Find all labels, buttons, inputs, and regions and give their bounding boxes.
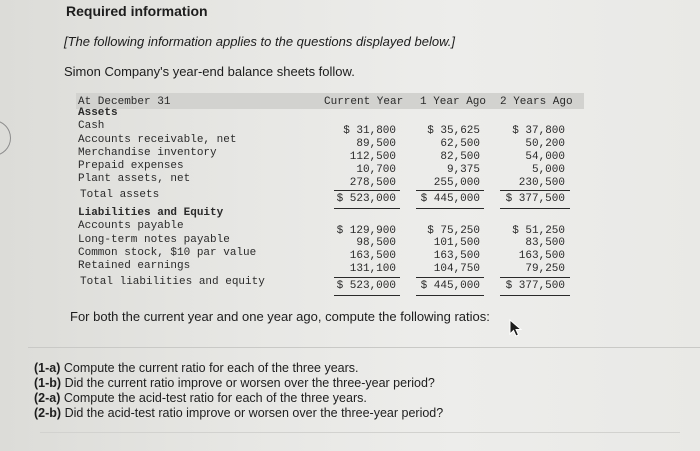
column-header-1-year: 1 Year Ago (420, 96, 487, 108)
column-header-2-years: 2 Years Ago (500, 96, 573, 108)
cell-value: $ 75,250 (427, 225, 480, 237)
row-label: Retained earnings (78, 260, 191, 272)
total-rule (416, 295, 484, 296)
cell-value: 54,000 (525, 151, 565, 163)
subtotal-rule (500, 277, 570, 278)
row-label: Common stock, $10 par value (78, 247, 257, 259)
row-label: Plant assets, net (78, 173, 191, 185)
cell-value: 112,500 (349, 151, 396, 163)
liabilities-heading: Liabilities and Equity (78, 207, 224, 219)
question-text: For both the current year and one year ago, compute the following ratios: (70, 309, 490, 324)
cell-value: 89,500 (356, 138, 396, 150)
total-assets-value: $ 445,000 (420, 193, 480, 205)
subtotal-rule (500, 190, 570, 191)
total-rule (500, 208, 570, 209)
subtotal-rule (416, 277, 484, 278)
intro-note: [The following information applies to the questions displayed below.] (64, 34, 455, 49)
cell-value: 10,700 (356, 164, 396, 176)
total-liabilities-value: $ 523,000 (336, 280, 396, 292)
total-rule (334, 295, 400, 296)
task-code: (1-a) (34, 361, 61, 375)
task-code: (1-b) (34, 376, 62, 390)
task-item (34, 361, 359, 375)
cell-value: $ 31,800 (343, 125, 396, 137)
cell-value: 278,500 (349, 177, 396, 189)
total-liabilities-label: Total liabilities and equity (80, 276, 265, 288)
cell-value: $ 35,625 (427, 125, 480, 137)
row-label: Merchandise inventory (78, 147, 217, 159)
bottom-divider (40, 432, 680, 433)
subtotal-rule (416, 190, 484, 191)
task-item (34, 376, 435, 390)
subtotal-rule (334, 277, 400, 278)
cell-value: 62,500 (440, 138, 480, 150)
balance-sheet-table (74, 90, 584, 298)
cell-value: 230,500 (518, 177, 565, 189)
cell-value: 131,100 (349, 263, 396, 275)
cell-value: 255,000 (433, 177, 480, 189)
lead-text: Simon Company's year-end balance sheets follow. (64, 64, 355, 79)
assets-heading: Assets (78, 107, 118, 119)
task-item (34, 391, 367, 405)
task-text: Did the acid-test ratio improve or worsen over the three-year period? (64, 406, 444, 420)
cell-value: 163,500 (349, 250, 396, 262)
cell-value: 163,500 (433, 250, 480, 262)
total-liabilities-value: $ 445,000 (420, 280, 480, 292)
divider (28, 347, 700, 348)
column-header-current: Current Year (324, 96, 404, 108)
cell-value: $ 51,250 (512, 225, 565, 237)
task-code: (2-b) (34, 406, 62, 420)
cell-value: 50,200 (525, 138, 565, 150)
total-rule (334, 208, 400, 209)
cell-value: 79,250 (525, 263, 565, 275)
cell-value: 83,500 (525, 237, 565, 249)
task-text: Compute the current ratio for each of the three years. (63, 361, 359, 375)
total-assets-label: Total assets (80, 189, 160, 201)
task-item (34, 406, 443, 420)
row-label: Prepaid expenses (78, 160, 184, 172)
row-label: Accounts payable (78, 220, 184, 232)
row-label: Cash (78, 120, 105, 132)
row-label: Long-term notes payable (78, 234, 230, 246)
date-label: At December 31 (78, 96, 171, 108)
mouse-cursor-icon (509, 319, 523, 337)
total-rule (416, 208, 484, 209)
page-title: Required information (66, 3, 208, 19)
cell-value: $ 37,800 (512, 125, 565, 137)
cell-value: 104,750 (433, 263, 480, 275)
task-text: Did the current ratio improve or worsen over the three-year period? (64, 376, 435, 390)
row-label: Accounts receivable, net (78, 134, 237, 146)
cell-value: 82,500 (440, 151, 480, 163)
cell-value: $ 129,900 (336, 225, 396, 237)
cell-value: 98,500 (356, 237, 396, 249)
total-rule (500, 295, 570, 296)
total-assets-value: $ 377,500 (505, 193, 565, 205)
subtotal-rule (334, 190, 400, 191)
total-assets-value: $ 523,000 (336, 193, 396, 205)
task-text: Compute the acid-test ratio for each of the three years. (63, 391, 367, 405)
cell-value: 101,500 (433, 237, 480, 249)
left-edge-mark (0, 120, 11, 156)
total-liabilities-value: $ 377,500 (505, 280, 565, 292)
cell-value: 5,000 (531, 164, 565, 176)
cell-value: 163,500 (518, 250, 565, 262)
task-code: (2-a) (34, 391, 61, 405)
cell-value: 9,375 (446, 164, 480, 176)
